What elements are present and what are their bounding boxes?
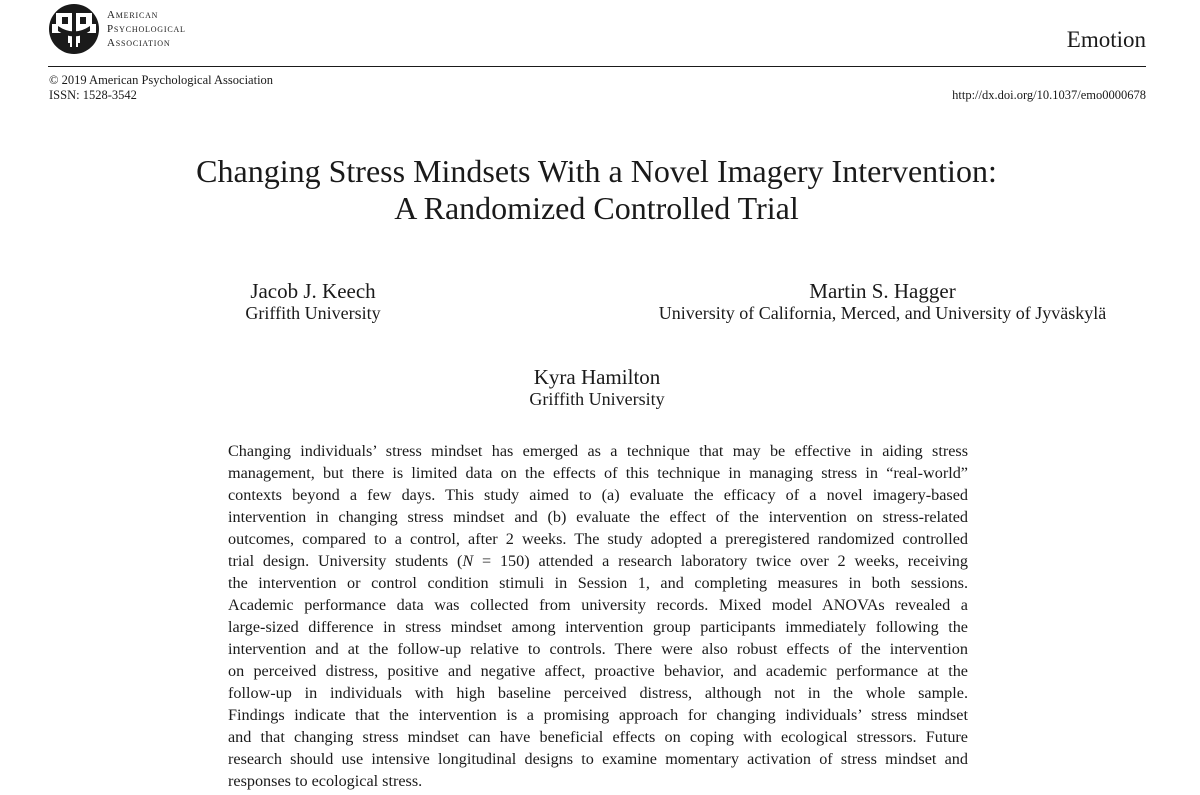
author-block <box>497 365 697 410</box>
issn: ISSN: 1528-3542 <box>49 88 137 102</box>
abstract-line: the intervention or control condition stimuli in Session 1, and completing measures in both sessions. <box>228 574 968 592</box>
author-block <box>625 279 1140 324</box>
copyright-block <box>49 73 273 103</box>
title-line: Changing Stress Mindsets With a Novel Imagery Intervention: <box>196 153 997 189</box>
journal-name: Emotion <box>1066 27 1146 52</box>
header-divider <box>48 66 1146 67</box>
abstract-line: outcomes, compared to a control, after 2 weeks. The study adopted a preregistered randomized controlled <box>228 530 968 548</box>
author-name: Martin S. Hagger <box>809 279 956 303</box>
abstract-line: trial design. University students (N = 150) attended a research laboratory twice over 2 weeks, receiving <box>228 552 968 570</box>
publisher-name <box>107 8 186 50</box>
author-name: Kyra Hamilton <box>533 365 661 389</box>
abstract-line: large-sized difference in stress mindset among intervention group participants immediately following the <box>228 618 968 636</box>
abstract-line: responses to ecological stress. <box>228 772 423 790</box>
abstract-line: Findings indicate that the intervention is a promising approach for changing individuals’ stress mindset <box>228 706 968 724</box>
abstract-line: follow-up in individuals with high baseline perceived distress, although not in the whole sample. <box>228 684 968 702</box>
author-affiliation: Griffith University <box>245 303 381 323</box>
author-affiliation: University of California, Merced, and University of Jyväskylä <box>658 303 1107 323</box>
abstract-line: and that changing stress mindset can have beneficial effects on coping with ecological stressors. Future <box>228 728 968 746</box>
doi-link[interactable]: http://dx.doi.org/10.1037/emo0000678 <box>952 88 1146 102</box>
abstract <box>228 440 968 792</box>
author-block <box>213 279 413 324</box>
author-name: Jacob J. Keech <box>250 279 376 303</box>
abstract-line: Changing individuals’ stress mindset has emerged as a technique that may be effective in aiding stress <box>228 442 968 460</box>
abstract-line: Academic performance data was collected from university records. Mixed model ANOVAs revealed a <box>228 596 968 614</box>
abstract-line: management, but there is limited data on the effects of this technique in managing stress in “real-world” <box>228 464 968 482</box>
publisher-name-line: Association <box>107 37 171 49</box>
publisher-name-line: American <box>107 9 159 21</box>
abstract-line: intervention and at the follow-up relative to controls. There were also robust effects of the intervention <box>228 640 968 658</box>
copyright-notice: © 2019 American Psychological Association <box>49 73 274 87</box>
abstract-line: on perceived distress, positive and negative affect, proactive behavior, and academic performance at the <box>228 662 968 680</box>
abstract-line: research should use intensive longitudinal designs to examine momentary activation of stress mindset and <box>228 750 968 768</box>
publisher-name-line: Psychological <box>107 23 186 35</box>
apa-psi-logo-icon <box>48 3 100 55</box>
article-title <box>0 153 1193 227</box>
abstract-line: intervention in changing stress mindset and (b) evaluate the effect of the intervention on stress-related <box>228 508 968 526</box>
author-affiliation: Griffith University <box>529 389 665 409</box>
title-line: A Randomized Controlled Trial <box>394 190 799 226</box>
sample-size-symbol: N <box>462 552 474 570</box>
abstract-line: contexts beyond a few days. This study aimed to (a) evaluate the efficacy of a novel imagery-based <box>228 486 968 504</box>
